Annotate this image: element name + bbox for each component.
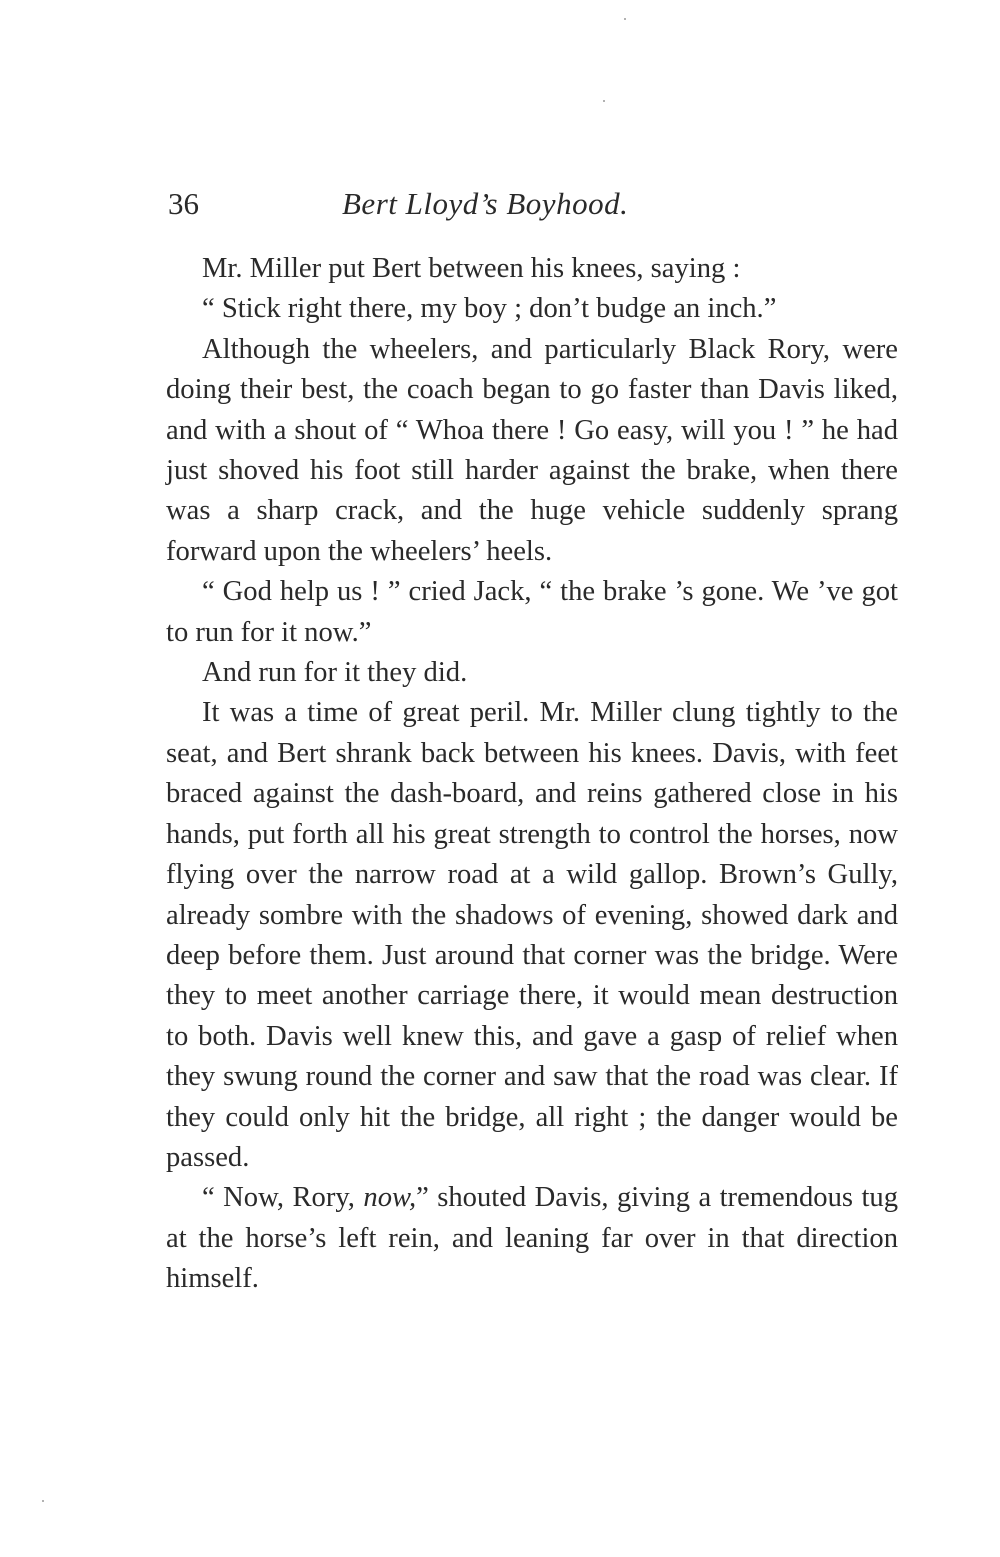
emphasized-word: now, bbox=[363, 1182, 417, 1214]
running-title: Bert Lloyd’s Boyhood. bbox=[342, 186, 629, 221]
paragraph: “ Stick right there, my boy ; don’t budge an inch.” bbox=[202, 293, 777, 325]
paper-speck bbox=[603, 100, 605, 102]
paragraph: And run for it they did. bbox=[202, 657, 468, 689]
paragraph: It was a time of great peril. Mr. Miller clung tightly to the seat, and Bert shrank back between his knees. Davis, with feet braced against the dash-board, and reins gathered close in his hands, put forth all his great strength to control the horses, now flying over the narrow road at a wild gallop. Brown’s Gully, already sombre with the shadows of evening, showed dark and deep before them. Just around that corner was the bridge. Were they to meet another carriage there, it would mean destruction to both. Davis well knew this, and gave a gasp of relief when they swung round the corner and saw that the road was clear. If they could only hit the bridge, all right ; the danger would be passed. bbox=[166, 697, 898, 1173]
paragraph-text: “ Now, Rory, bbox=[202, 1182, 364, 1214]
paragraph: Mr. Miller put Bert between his knees, saying : bbox=[202, 253, 741, 284]
paragraph: Although the wheelers, and particularly Black Rory, were doing their best, the coach began to go faster than Davis liked, and with a shout of “ Whoa there ! Go easy, will you ! ” he had just shoved his foot still harder against the brake, when there was a sharp crack, and the huge vehicle suddenly sprang forward upon the wheelers’ heels. bbox=[166, 333, 898, 567]
page-number: 36 bbox=[168, 186, 199, 221]
paper-speck bbox=[624, 18, 626, 20]
paragraph-last bbox=[166, 1178, 898, 1299]
paper-speck bbox=[42, 1500, 44, 1502]
paragraph: “ God help us ! ” cried Jack, “ the brake ’s gone. We ’ve got to run for it now.” bbox=[166, 576, 898, 648]
paragraph-text: ” shouted Davis, giving a tremendous tug at the horse’s left rein, and leaning far over in that direction himself. bbox=[166, 1182, 898, 1295]
body-text bbox=[166, 249, 898, 1300]
page-header bbox=[168, 186, 898, 230]
